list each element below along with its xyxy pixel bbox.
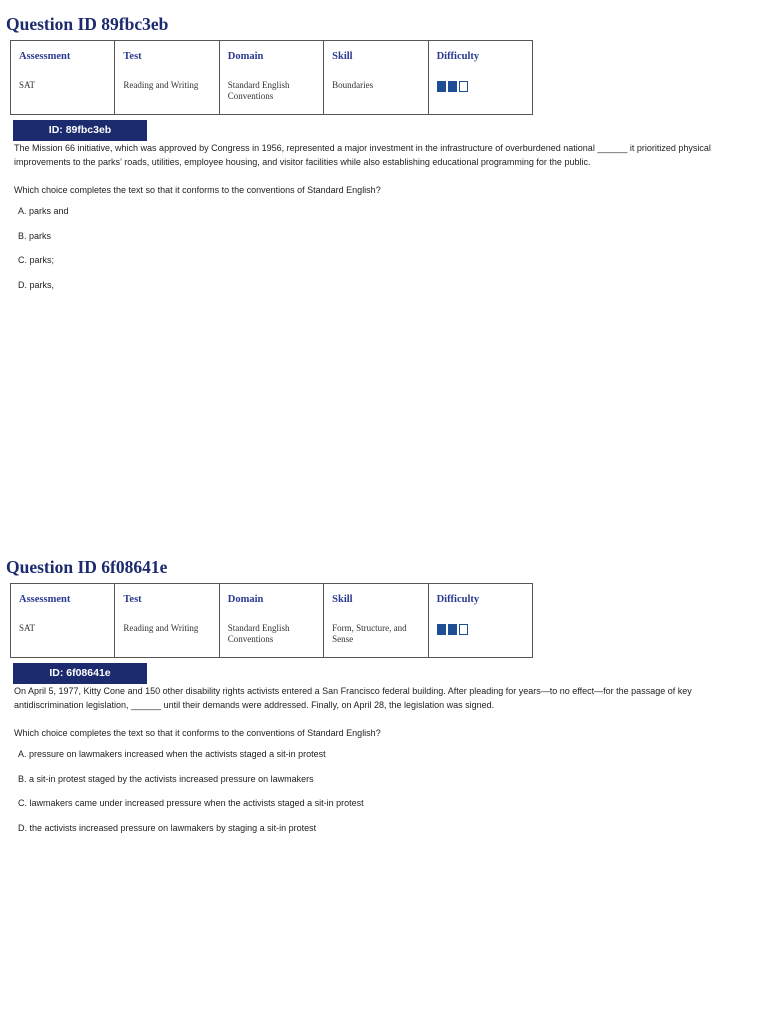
meta-value-assessment: SAT <box>19 623 36 633</box>
meta-cell-test <box>115 41 219 115</box>
difficulty-indicator <box>437 81 524 92</box>
meta-value-test: Reading and Writing <box>123 80 199 90</box>
answer-option-d[interactable]: D. the activists increased pressure on lawmakers by staging a sit-in protest <box>18 822 317 833</box>
question-id-badge: ID: 6f08641e <box>13 663 147 684</box>
answer-option-b[interactable]: B. parks <box>18 230 52 241</box>
meta-cell-domain <box>219 41 323 115</box>
meta-value-test: Reading and Writing <box>123 623 199 633</box>
question-passage: On April 5, 1977, Kitty Cone and 150 other disability rights activists entered a San Francisco federal building. After pleading for years—to no effect—for the passage of key antidiscrimination legislation, ______ until their demands were addressed. Finally, on April 28, the legislation was signed. <box>14 686 692 710</box>
meta-cell-test <box>115 584 219 658</box>
difficulty-bar-filled <box>437 624 446 635</box>
answer-option-a[interactable]: A. pressure on lawmakers increased when the activists staged a sit-in protest <box>18 749 326 759</box>
difficulty-bar-filled <box>448 624 457 635</box>
meta-cell-assessment <box>11 41 115 115</box>
meta-cell-assessment <box>11 584 115 658</box>
question-prompt: Which choice completes the text so that it conforms to the conventions of Standard English? <box>14 728 381 738</box>
question-meta-table <box>10 40 533 115</box>
answer-option-b[interactable]: B. a sit-in protest staged by the activists increased pressure on lawmakers <box>18 773 314 784</box>
difficulty-indicator <box>437 624 524 635</box>
meta-value-domain: Standard English Conventions <box>227 623 290 644</box>
answer-option-a[interactable]: A. parks and <box>18 206 69 216</box>
meta-header-test: Test <box>123 594 142 605</box>
meta-header-assessment: Assessment <box>19 51 71 62</box>
meta-header-difficulty: Difficulty <box>436 51 480 62</box>
question-id-badge: ID: 89fbc3eb <box>13 120 147 141</box>
difficulty-bar-filled <box>448 81 457 92</box>
meta-value-skill: Form, Structure, and Sense <box>332 623 407 644</box>
meta-cell-skill <box>324 584 428 658</box>
answer-option-c[interactable]: C. parks; <box>18 255 55 265</box>
question-title: Question ID 6f08641e <box>6 557 168 577</box>
question-meta-table <box>10 583 533 658</box>
meta-header-domain: Domain <box>227 51 264 62</box>
meta-header-assessment: Assessment <box>19 594 71 605</box>
meta-header-skill: Skill <box>332 594 353 605</box>
meta-cell-difficulty <box>428 584 532 658</box>
meta-header-difficulty: Difficulty <box>436 594 480 605</box>
answer-option-d[interactable]: D. parks, <box>18 279 55 290</box>
question-prompt: Which choice completes the text so that it conforms to the conventions of Standard English? <box>14 185 381 195</box>
answer-options <box>18 747 364 845</box>
meta-value-assessment: SAT <box>19 80 36 90</box>
meta-header-domain: Domain <box>227 594 264 605</box>
meta-header-skill: Skill <box>332 51 353 62</box>
difficulty-bar-empty <box>459 81 468 92</box>
difficulty-bar-filled <box>437 81 446 92</box>
answer-options <box>18 204 69 302</box>
meta-cell-skill <box>324 41 428 115</box>
meta-cell-domain <box>219 584 323 658</box>
meta-value-domain: Standard English Conventions <box>227 80 290 101</box>
difficulty-bar-empty <box>459 624 468 635</box>
meta-cell-difficulty <box>428 41 532 115</box>
question-passage: The Mission 66 initiative, which was approved by Congress in 1956, represented a major investment in the infrastructure of overburdened national ______ it prioritized physical improvements to the parks’ roads, utilities, employee housing, and visitor facilities while also establishing educational programming for the public. <box>14 143 711 167</box>
meta-header-test: Test <box>123 51 142 62</box>
meta-value-skill: Boundaries <box>332 80 374 90</box>
question-title: Question ID 89fbc3eb <box>6 14 169 34</box>
answer-option-c[interactable]: C. lawmakers came under increased pressure when the activists staged a sit-in protest <box>18 798 364 808</box>
